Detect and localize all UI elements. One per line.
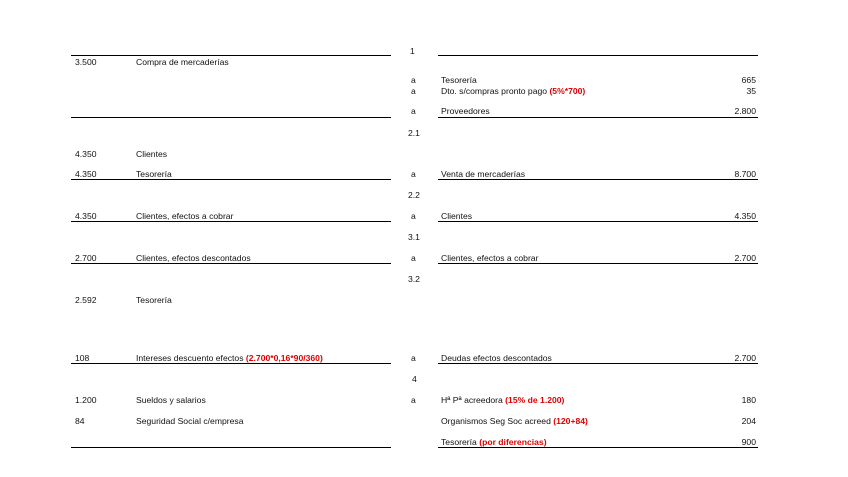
credit-amount: 2.700	[734, 253, 756, 263]
entry-rule-right	[438, 179, 758, 180]
entry-rule-right	[438, 55, 758, 56]
debit-amount: 2.700	[75, 253, 97, 263]
credit-account: Tesorería	[441, 437, 477, 447]
credit-account: Clientes	[441, 211, 473, 221]
entry-number: 4	[412, 374, 417, 384]
debit-account: Clientes, efectos a cobrar	[136, 211, 234, 221]
credit-amount: 180	[741, 395, 756, 405]
credit-amount: 204	[741, 416, 756, 426]
credit-account-line	[441, 416, 588, 426]
credit-amount: 2.800	[734, 106, 756, 116]
credit-connector: a	[411, 106, 416, 116]
debit-account-line	[136, 353, 323, 363]
entry-number: 2.2	[408, 190, 420, 200]
credit-account-line	[441, 86, 585, 96]
entry-rule-left	[71, 117, 391, 118]
entry-rule-left	[71, 363, 391, 364]
debit-amount: 1.200	[75, 395, 97, 405]
calc-note: (por diferencias)	[479, 437, 547, 447]
credit-connector: a	[411, 395, 416, 405]
entry-number: 2.1	[408, 128, 420, 138]
entry-number: 3.1	[408, 232, 420, 242]
credit-connector: a	[411, 75, 416, 85]
credit-account: Deudas efectos descontados	[441, 353, 552, 363]
credit-amount: 665	[741, 75, 756, 85]
entry-rule-right	[438, 117, 758, 118]
debit-amount: 108	[75, 353, 90, 363]
debit-account: Clientes	[136, 149, 168, 159]
debit-amount: 2.592	[75, 295, 97, 305]
credit-account-line	[441, 437, 547, 447]
entry-number: 1	[410, 46, 415, 56]
credit-connector: a	[411, 169, 416, 179]
credit-amount: 4.350	[734, 211, 756, 221]
debit-account: Compra de mercaderías	[136, 57, 229, 67]
credit-connector: a	[411, 86, 416, 96]
debit-account: Intereses descuento efectos	[136, 353, 244, 363]
credit-account: Tesorería	[441, 75, 477, 85]
entry-rule-left	[71, 55, 391, 56]
debit-amount: 4.350	[75, 169, 97, 179]
calc-note: (15% de 1.200)	[505, 395, 565, 405]
credit-account: Hª Pª acreedora	[441, 395, 503, 405]
calc-note: (2.700*0,16*90/360)	[245, 353, 323, 363]
credit-connector: a	[411, 353, 416, 363]
credit-amount: 35	[746, 86, 756, 96]
credit-connector: a	[411, 253, 416, 263]
credit-account: Venta de mercaderías	[441, 169, 526, 179]
debit-account: Sueldos y salarios	[136, 395, 206, 405]
credit-connector: a	[411, 211, 416, 221]
entry-number: 3.2	[408, 274, 420, 284]
credit-account: Organismos Seg Soc acreed	[441, 416, 551, 426]
debit-amount: 4.350	[75, 211, 97, 221]
credit-amount: 900	[741, 437, 756, 447]
debit-account: Tesorería	[136, 295, 172, 305]
calc-note: (5%*700)	[549, 86, 586, 96]
entry-rule-left	[71, 447, 391, 448]
debit-amount: 4.350	[75, 149, 97, 159]
debit-amount: 3.500	[75, 57, 97, 67]
debit-account: Clientes, efectos descontados	[136, 253, 251, 263]
credit-account: Proveedores	[441, 106, 490, 116]
credit-account: Clientes, efectos a cobrar	[441, 253, 539, 263]
entry-rule-right	[438, 363, 758, 364]
entry-rule-left	[71, 179, 391, 180]
entry-rule-right	[438, 263, 758, 264]
credit-account: Dto. s/compras pronto pago	[441, 86, 548, 96]
calc-note: (120+84)	[553, 416, 588, 426]
entry-rule-right	[438, 221, 758, 222]
entry-rule-right	[438, 447, 758, 448]
debit-account: Seguridad Social c/empresa	[136, 416, 244, 426]
debit-amount: 84	[75, 416, 85, 426]
entry-rule-left	[71, 263, 391, 264]
credit-amount: 2.700	[734, 353, 756, 363]
credit-account-line	[441, 395, 564, 405]
debit-account: Tesorería	[136, 169, 172, 179]
entry-rule-left	[71, 221, 391, 222]
credit-amount: 8.700	[734, 169, 756, 179]
